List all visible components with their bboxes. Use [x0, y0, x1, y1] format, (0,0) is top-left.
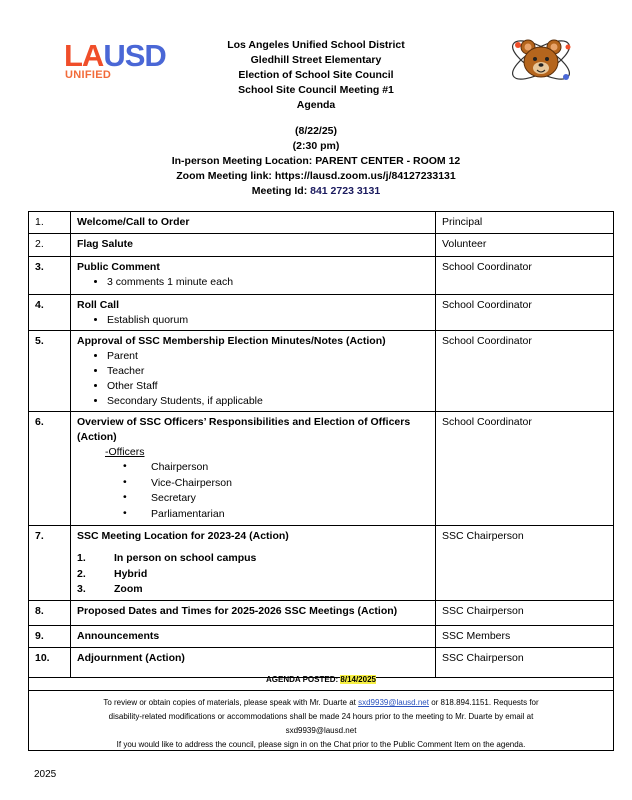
item-title: Proposed Dates and Times for 2025-2026 SSC Meetings (Action) — [71, 600, 436, 625]
item-number: 3. — [29, 257, 71, 295]
logo-usd: USD — [103, 38, 166, 73]
item-presenter: SSC Chairperson — [436, 526, 614, 601]
item-title: Adjournment (Action) — [71, 647, 436, 677]
agenda-row — [29, 412, 614, 526]
notice-line-3: sxd9939@lausd.net — [285, 726, 357, 735]
agenda-row — [29, 331, 614, 412]
list-item: • Parliamentarian — [123, 506, 225, 520]
item-presenter: School Coordinator — [436, 257, 614, 295]
agenda-row — [29, 600, 614, 625]
item-presenter: SSC Chairperson — [436, 600, 614, 625]
item-number: 6. — [29, 412, 71, 526]
item-presenter: Principal — [436, 212, 614, 234]
notice-line-2: disability-related modifications or accommodations shall be made 24 hours prior to the meeting to Mr. Duarte by email at — [108, 712, 534, 721]
meeting-details — [0, 124, 632, 199]
agenda-row — [29, 257, 614, 295]
item-number: 8. — [29, 600, 71, 625]
item-presenter: School Coordinator — [436, 295, 614, 331]
list-item: • Teacher — [107, 364, 431, 379]
agenda-table — [28, 211, 614, 678]
item-title: Announcements — [71, 625, 436, 647]
officers-list — [77, 445, 431, 522]
item-number: 7. — [29, 526, 71, 601]
meeting-id: 841 2723 3131 — [310, 185, 381, 197]
list-item: • Secretary — [123, 491, 196, 504]
item-number: 4. — [29, 295, 71, 331]
item-title: Flag Salute — [71, 234, 436, 257]
item-title: SSC Meeting Location for 2023-24 (Action) 1. In person on school campus 2. Hybrid 3. Zoom — [71, 526, 436, 601]
list-item: 2. Hybrid — [77, 567, 148, 580]
footer-year: 2025 — [34, 769, 57, 780]
posted-label: AGENDA POSTED: — [266, 675, 339, 684]
meeting-title: School Site Council Meeting #1 — [238, 84, 394, 96]
agenda-row — [29, 212, 614, 234]
item-number: 1. — [29, 212, 71, 234]
agenda-title: Agenda — [296, 99, 336, 111]
bullet-list — [77, 275, 431, 290]
item-number: 5. — [29, 331, 71, 412]
list-item: • Secondary Students, if applicable — [107, 394, 431, 409]
district-name: Los Angeles Unified School District — [227, 39, 405, 51]
options-list — [77, 551, 431, 598]
item-presenter: School Coordinator — [436, 331, 614, 412]
item-presenter: SSC Chairperson — [436, 647, 614, 677]
meeting-time: (2:30 pm) — [292, 140, 340, 152]
bullet-list — [77, 313, 431, 328]
item-number: 9. — [29, 625, 71, 647]
zoom-link[interactable]: Zoom Meeting link: https://lausd.zoom.us/j/84127233131 — [176, 170, 456, 182]
item-title: Overview of SSC Officers’ Responsibilities and Election of Officers (Action) -Officers • Chairperson • Vice-Chairperson • Secretary • Parliamentarian — [71, 412, 436, 526]
email-link[interactable]: sxd9939@lausd.net — [358, 698, 429, 707]
item-number: 10. — [29, 647, 71, 677]
item-title: Public Comment • 3 comments 1 minute each — [71, 257, 436, 295]
list-item: • Parent — [107, 349, 431, 364]
meeting-date: (8/22/25) — [294, 125, 338, 137]
agenda-posted — [28, 670, 614, 691]
meeting-id-label: Meeting Id: — [251, 185, 308, 197]
item-number: 2. — [29, 234, 71, 257]
item-title: Welcome/Call to Order — [71, 212, 436, 234]
list-item: • Chairperson — [123, 460, 209, 473]
bullet-list — [77, 349, 431, 409]
posted-date: 8/14/2025 — [340, 675, 376, 684]
item-title: Approval of SSC Membership Election Minutes/Notes (Action) • Parent • Teacher • Other Staff • Secondary Students, if applicable — [71, 331, 436, 412]
agenda-row — [29, 234, 614, 257]
logo-la: LA — [64, 38, 104, 73]
list-item: 3. Zoom — [77, 583, 143, 595]
logo-unified: UNIFIED — [65, 69, 112, 81]
item-presenter: Volunteer — [436, 234, 614, 257]
officers-label: -Officers — [105, 446, 145, 458]
item-title: Roll Call • Establish quorum — [71, 295, 436, 331]
agenda-row — [29, 625, 614, 647]
list-item: • Other Staff — [107, 379, 431, 394]
election-title: Election of School Site Council — [238, 69, 394, 81]
notice-line-4: If you would like to address the council, please sign in on the Chat prior to the Public Comment Item on the agenda. — [116, 740, 526, 749]
agenda-row — [29, 526, 614, 601]
school-name: Gledhill Street Elementary — [250, 54, 382, 66]
list-item: • Vice-Chairperson — [123, 475, 232, 489]
document-header — [0, 38, 632, 113]
notice-box — [28, 691, 614, 751]
agenda-row — [29, 295, 614, 331]
list-item: 1. In person on school campus — [77, 552, 257, 564]
meeting-location: In-person Meeting Location: PARENT CENTER - ROOM 12 — [171, 155, 461, 167]
item-presenter: School Coordinator — [436, 412, 614, 526]
notice-line-1: To review or obtain copies of materials, please speak with Mr. Duarte at sxd9939@lausd.net or 818.894.1151. Requests for — [103, 698, 539, 707]
meeting-id-line — [0, 184, 632, 199]
list-item: • 3 comments 1 minute each — [107, 275, 431, 290]
item-presenter: SSC Members — [436, 625, 614, 647]
list-item: • Establish quorum — [107, 313, 431, 328]
